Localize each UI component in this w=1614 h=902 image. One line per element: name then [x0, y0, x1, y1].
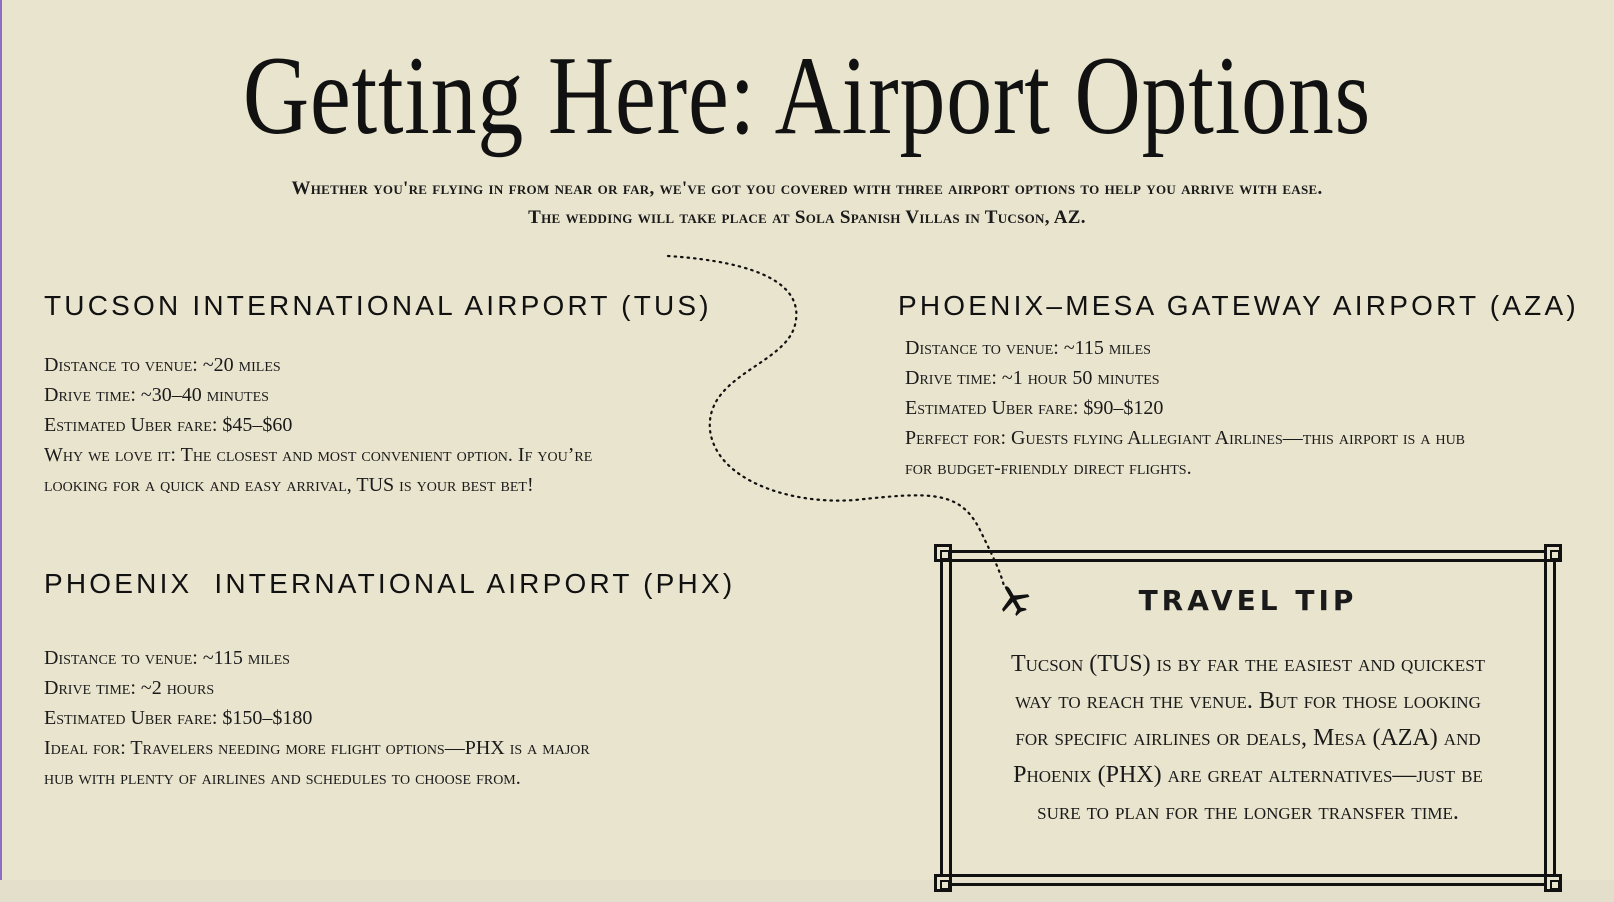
tip-line: for specific airlines or deals, Mesa (AZA) and: [1015, 725, 1481, 751]
tus-heading: TUCSON INTERNATIONAL AIRPORT (TUS): [44, 290, 712, 321]
travel-tip-title: TRAVEL TIP: [1138, 584, 1358, 617]
aza-line: Drive time: ~1 hour 50 minutes: [905, 367, 1160, 389]
phx-heading: PHOENIX INTERNATIONAL AIRPORT (PHX): [44, 568, 736, 599]
phx-line: Estimated Uber fare: $150–$180: [44, 707, 313, 729]
tip-line: way to reach the venue. But for those looking: [1015, 688, 1481, 714]
page-title: Getting Here: Airport Options: [242, 34, 1372, 158]
corner-ornament: [934, 874, 952, 892]
aza-line: Distance to venue: ~115 miles: [905, 337, 1151, 359]
tus-line: Why we love it: The closest and most convenient option. If you’re: [44, 444, 593, 466]
intro-line-2: The wedding will take place at Sola Spanish Villas in Tucson, AZ.: [528, 207, 1086, 228]
phx-line: Ideal for: Travelers needing more flight options—PHX is a major: [44, 737, 590, 759]
aza-line: Perfect for: Guests flying Allegiant Airlines—this airport is a hub: [905, 427, 1466, 449]
tus-line: Distance to venue: ~20 miles: [44, 354, 281, 376]
tus-line: Estimated Uber fare: $45–$60: [44, 414, 293, 436]
tus-line: looking for a quick and easy arrival, TUS is your best bet!: [44, 474, 534, 496]
tip-line: sure to plan for the longer transfer time.: [1037, 799, 1459, 825]
aza-details: [905, 333, 1465, 483]
tus-line: Drive time: ~30–40 minutes: [44, 384, 269, 406]
travel-tip-box: [940, 550, 1556, 886]
travel-tip-text: [960, 646, 1536, 831]
aza-line: Estimated Uber fare: $90–$120: [905, 397, 1164, 419]
intro-line-1: Whether you're flying in from near or far, we've got you covered with three airport options to help you arrive with ease.: [291, 178, 1323, 199]
aza-heading: PHOENIX–MESA GATEWAY AIRPORT (AZA): [898, 290, 1579, 321]
tip-line: Phoenix (PHX) are great alternatives—just be: [1013, 762, 1483, 788]
phx-line: hub with plenty of airlines and schedules to choose from.: [44, 767, 521, 789]
corner-ornament: [1544, 874, 1562, 892]
aza-line: for budget-friendly direct flights.: [905, 457, 1192, 479]
tip-line: Tucson (TUS) is by far the easiest and quickest: [1010, 651, 1486, 677]
phx-line: Drive time: ~2 hours: [44, 677, 215, 699]
tus-details: [44, 350, 592, 500]
phx-details: [44, 643, 590, 793]
corner-ornament: [1544, 544, 1562, 562]
phx-line: Distance to venue: ~115 miles: [44, 647, 290, 669]
corner-ornament: [934, 544, 952, 562]
